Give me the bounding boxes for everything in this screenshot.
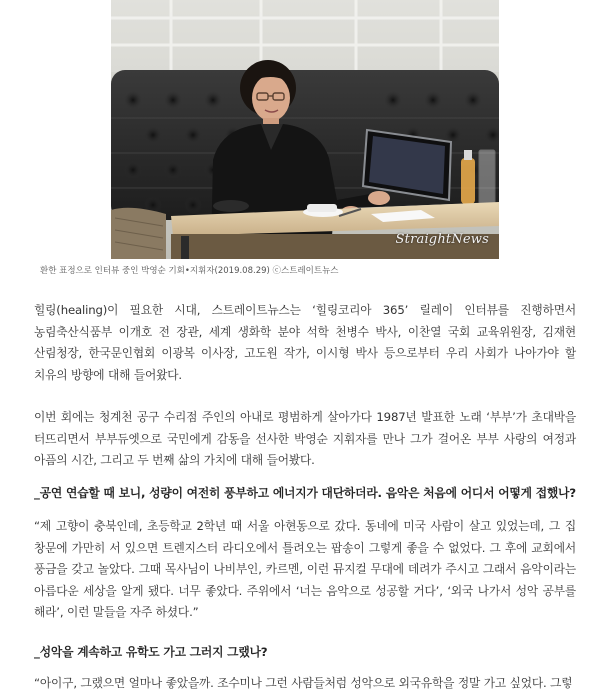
answer-first: “제 고향이 충북인데, 초등학교 2학년 때 서울 아현동으로 갔다. 동네에 미국 사람이 살고 있었는데, 그 집 창문에 가만히 서 있으면 트렌지스터 라디오에서 틀려오는 팝송이 그렇게 좋을 수 없었다. 그 후에 교회에서 풍금을 갖고 놀았다. 그때 목사님이 나비부인, 카르멘, 이런 뮤지컬 무대에 데려가 주시고 그래서 음악이라는 아름다운 세상을 알게 됐다. 너무 좋았다. 주위에서 ‘너는 음악으로 성공할 거다’, ‘외국 나가서 성악 공부를 해라’, 이런 말들을 자주 하셨다.” xyxy=(34,519,576,619)
interview-photo xyxy=(111,0,499,259)
photo-caption: 환한 표정으로 인터뷰 중인 박영순 기회•지휘자(2019.08.29) ⓒ스트레이트뉴스 xyxy=(40,266,339,276)
photo-watermark: StraightNews xyxy=(395,232,489,247)
answer-second: “아이구, 그랬으면 얼마나 좋았을까. 조수미나 그런 사람들처럼 성악으로 외국유학을 정말 가고 싶었다. 그렇 xyxy=(34,676,573,690)
question-first: _공연 연습할 때 보니, 성량이 여전히 풍부하고 에너지가 대단하더라. 음악은 처음에 어디서 어떻게 접했나? xyxy=(34,486,576,500)
paragraph-intro: 힐링(healing)이 필요한 시대, 스트레이트뉴스는 ‘힐링코리아 365’ 릴레이 인터뷰를 진행하면서 농림축산식품부 이개호 전 장관, 세계 생화학 분야 석학 천병수 박사, 이찬열 국회 교육위원장, 김재현 산림청장, 한국문인협회 이광복 이사장, 고도원 작가, 이시형 박사 등으로부터 우리 사회가 나아가야 할 치유의 방향에 대해 들어왔다. xyxy=(34,303,576,382)
paragraph-overview: 이번 회에는 청계천 공구 수리점 주인의 아내로 평범하게 살아가다 1987년 발표한 노래 ‘부부’가 초대박을 터뜨리면서 부부듀엣으로 국민에게 감동을 선사한 박영순 지휘자를 만나 그가 걸어온 부부 사랑의 여정과 아픔의 시간, 그리고 두 번째 삶의 가치에 대해 들어봤다. xyxy=(34,410,576,467)
question-second: _성악을 계속하고 유학도 가고 그러지 그랬나? xyxy=(34,645,268,659)
